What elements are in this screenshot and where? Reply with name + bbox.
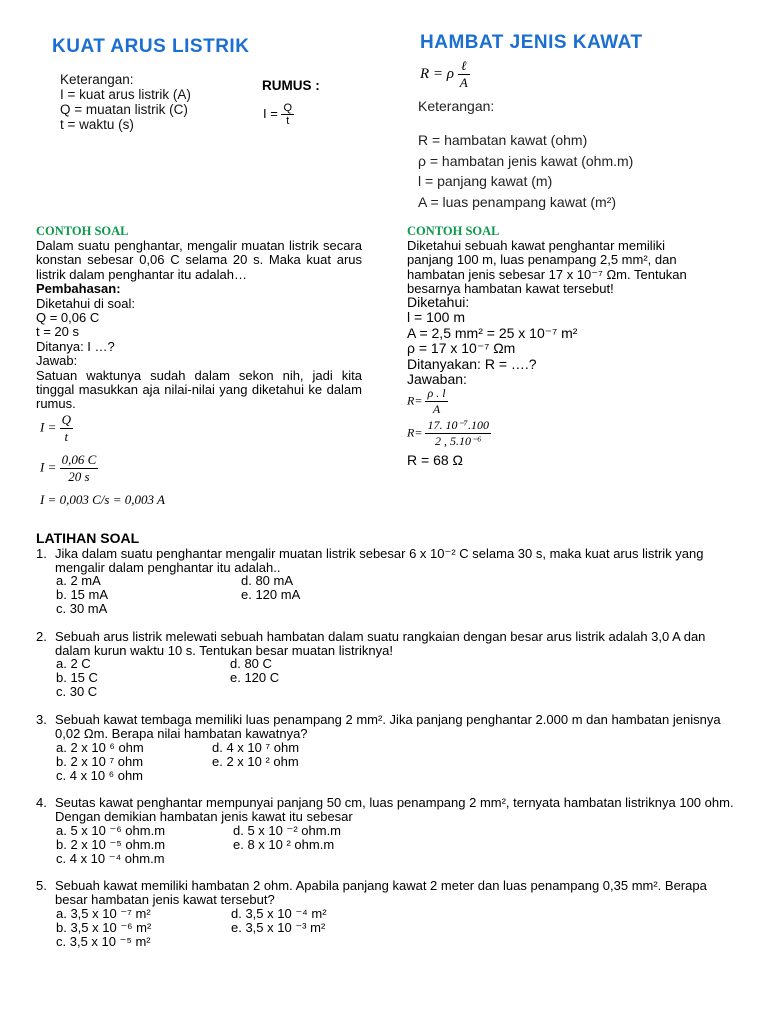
option-c: c. 4 x 10 ⁶ ohm (56, 768, 144, 783)
contoh-kanan-soal: Diketahui sebuah kawat penghantar memiliki panjang 100 m, luas penampang 2,5 mm², dan hambatan jenis sebesar 17 x 10⁻⁷ Ωm. Tentukan besarnya hambatan kawat tersebut! (407, 238, 687, 297)
option-c: c. 4 x 10 ⁻⁴ ohm.m (56, 851, 165, 866)
contoh-kanan-result: R = 68 Ω (407, 452, 463, 468)
hambat-keterangan (418, 130, 633, 212)
option-d: d. 4 x 10 ⁷ ohm (212, 740, 300, 755)
r-eq2-fraction (425, 418, 491, 449)
hambat-fraction (458, 58, 470, 91)
option-d: d. 80 mA (241, 573, 294, 588)
contoh-kiri-soal: Dalam suatu penghantar, mengalir muatan listrik secara konstan sebesar 0,06 C selama 20 s. Maka kuat arus listrik dalam penghantar itu adalah… (36, 238, 362, 282)
question-4 (36, 796, 736, 824)
hambat-keterangan-label: Keterangan: (418, 98, 495, 114)
option-b: b. 2 x 10 ⁷ ohm (56, 754, 144, 769)
eq2-fraction (60, 452, 99, 485)
contoh-kanan-eq2 (407, 418, 491, 449)
r-eq2-num: 17. 10⁻⁷.100 (427, 418, 489, 432)
eq2-lhs: I = (40, 459, 57, 475)
eq1-den: t (64, 429, 69, 444)
option-a: a. 2 x 10 ⁶ ohm (56, 740, 144, 755)
option-d: d. 3,5 x 10 ⁻⁴ m² (231, 906, 327, 921)
ket-line: A = luas penampang kawat (m²) (418, 193, 617, 210)
contoh-kiri-line: t = 20 s (36, 324, 79, 340)
pembahasan-label: Pembahasan: (36, 281, 121, 297)
given-a: A = 2,5 mm² = 25 x 10⁻⁷ m² (407, 324, 578, 341)
question-number: 4. (36, 795, 47, 810)
rumus-formula (263, 102, 294, 127)
latihan-title: LATIHAN SOAL (36, 530, 140, 546)
question-2 (36, 630, 736, 658)
contoh-kiri-eq3: I = 0,003 C/s = 0,003 A (40, 492, 165, 507)
option-b: b. 15 mA (56, 587, 109, 602)
hambat-jenis-title: HAMBAT JENIS KAWAT (420, 32, 643, 53)
contoh-kiri-body (36, 239, 362, 412)
r-eq1-lhs: R= (407, 393, 423, 408)
question-number: 2. (36, 629, 47, 644)
r-eq2-lhs: R= (407, 425, 423, 440)
contoh-kanan-body (407, 295, 577, 387)
option-b: b. 2 x 10 ⁻⁵ ohm.m (56, 837, 166, 852)
question-number: 1. (36, 546, 47, 561)
contoh-kiri-eq1 (40, 412, 73, 445)
hambat-num: ℓ (458, 58, 470, 75)
option-d: d. 80 C (230, 656, 272, 671)
r-eq1-num: ρ . l (427, 386, 446, 400)
ket-line: I = kuat arus listrik (A) (60, 87, 191, 102)
contoh-kanan-eq1 (407, 386, 448, 417)
option-e: e. 2 x 10 ² ohm (212, 754, 299, 769)
option-a: a. 2 mA (56, 573, 101, 588)
ditanyakan-label: Ditanyakan: R = ….? (407, 355, 537, 372)
question-number: 5. (36, 878, 47, 893)
option-c: c. 30 C (56, 684, 98, 699)
rumus-fraction (281, 102, 294, 127)
kuat-arus-keterangan (60, 72, 191, 132)
contoh-kiri-line: Diketahui di soal: (36, 295, 135, 311)
option-e: e. 120 C (230, 670, 280, 685)
eq2-den: 20 s (68, 469, 90, 484)
contoh-soal-label-right: CONTOH SOAL (407, 224, 500, 238)
r-eq2-den: 2 , 5.10⁻⁶ (434, 434, 482, 448)
question-text: Sebuah kawat memiliki hambatan 2 ohm. Apabila panjang kawat 2 meter dan luas penampang 0,35 mm². Berapa besar hambatan jenis kawat tersebut? (55, 878, 707, 907)
eq1-lhs: I = (40, 419, 57, 435)
question-3 (36, 713, 736, 741)
rumus-label: RUMUS : (262, 78, 320, 93)
hambat-formula (420, 58, 470, 91)
ket-line: ρ = hambatan jenis kawat (ohm.m) (418, 152, 634, 169)
rumus-den: t (286, 115, 290, 127)
ket-line: l = panjang kawat (m) (418, 173, 553, 189)
hambat-formula-lhs: R = ρ (420, 65, 454, 82)
contoh-kiri-penjelasan: Satuan waktunya sudah dalam sekon nih, jadi kita tinggal masukkan aja nilai-nilai yang diketahui ke dalam rumus. (36, 367, 362, 412)
kuat-arus-title: KUAT ARUS LISTRIK (52, 36, 250, 57)
option-b: b. 3,5 x 10 ⁻⁶ m² (56, 920, 152, 935)
option-a: a. 2 C (56, 656, 91, 671)
r-eq1-den: A (432, 402, 441, 416)
given-l: l = 100 m (407, 309, 465, 326)
option-a: a. 3,5 x 10 ⁻⁷ m² (56, 906, 151, 921)
contoh-soal-label-left: CONTOH SOAL (36, 224, 129, 238)
diketahui-label: Diketahui: (407, 294, 470, 310)
question-5 (36, 879, 736, 907)
keterangan-label: Keterangan: (60, 72, 134, 87)
option-e: e. 8 x 10 ² ohm.m (233, 837, 335, 852)
option-c: c. 30 mA (56, 601, 108, 616)
question-text: Jika dalam suatu penghantar mengalir muatan listrik sebesar 6 x 10⁻² C selama 30 s, maka kuat arus listrik yang mengalir dalam penghantar itu adalah.. (55, 546, 704, 575)
r-eq1-fraction (425, 386, 447, 417)
jawaban-label: Jawaban: (407, 371, 467, 388)
contoh-kiri-line: Q = 0,06 C (36, 310, 100, 326)
ket-line: t = waktu (s) (60, 117, 134, 132)
contoh-kiri-line: Jawab: (36, 353, 78, 369)
option-a: a. 5 x 10 ⁻⁶ ohm.m (56, 823, 166, 838)
rumus-lhs: I = (263, 105, 278, 121)
option-b: b. 15 C (56, 670, 98, 685)
option-c: c. 3,5 x 10 ⁻⁵ m² (56, 934, 151, 949)
question-number: 3. (36, 712, 47, 727)
question-text: Seutas kawat penghantar mempunyai panjang 50 cm, luas penampang 2 mm², ternyata hambatan listriknya 100 ohm. Dengan demikian hambatan jenis kawat itu sebesar (55, 795, 734, 824)
ket-line: Q = muatan listrik (C) (60, 102, 188, 117)
eq1-num: Q (61, 412, 71, 427)
option-e: e. 120 mA (241, 587, 301, 602)
contoh-kiri-eq2 (40, 452, 98, 485)
question-1 (36, 547, 736, 575)
question-text: Sebuah kawat tembaga memiliki luas penampang 2 mm². Jika panjang penghantar 2.000 m dan hambatan jenisnya 0,02 Ωm. Berapa nilai hambatan kawatnya? (55, 712, 721, 741)
question-text: Sebuah arus listrik melewati sebuah hambatan dalam suatu rangkaian dengan besar arus listrik adalah 3,0 A dan dalam kurun waktu 10 s. Tentukan besar muatan listriknya! (55, 629, 706, 658)
option-d: d. 5 x 10 ⁻² ohm.m (233, 823, 342, 838)
contoh-kiri-line: Ditanya: I …? (36, 338, 115, 354)
option-e: e. 3,5 x 10 ⁻³ m² (231, 920, 326, 935)
hambat-den: A (459, 75, 468, 90)
ket-line: R = hambatan kawat (ohm) (418, 132, 588, 148)
eq2-num: 0,06 C (61, 452, 97, 467)
eq1-fraction (60, 412, 73, 445)
given-rho: ρ = 17 x 10⁻⁷ Ωm (407, 340, 516, 357)
rumus-num: Q (283, 102, 293, 114)
